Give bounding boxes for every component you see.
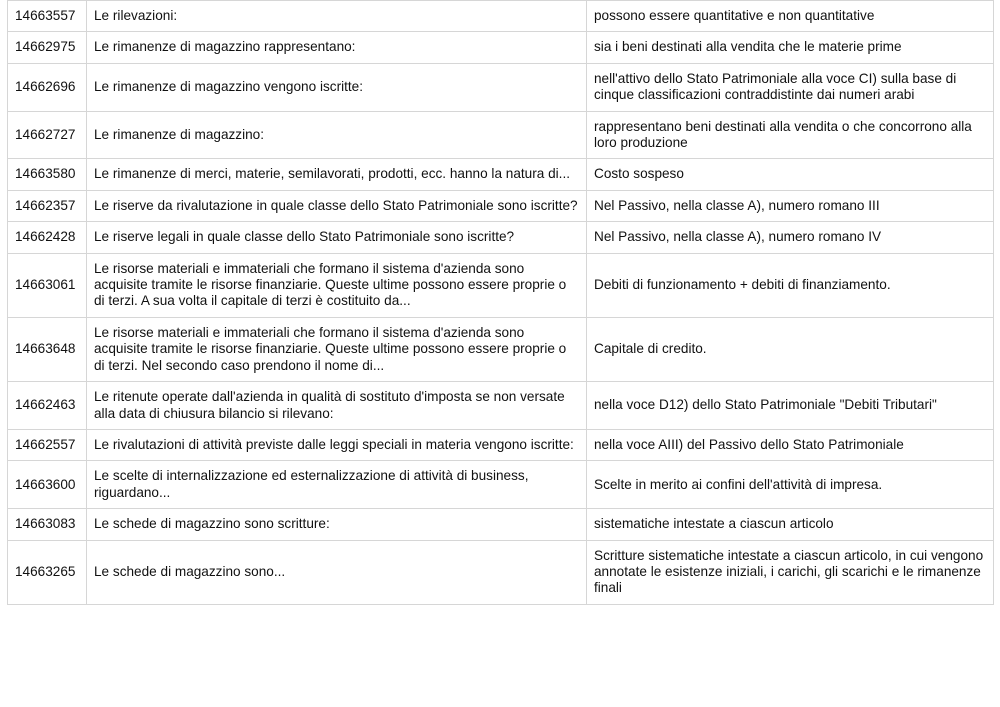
answer-cell: sia i beni destinati alla vendita che le materie prime <box>587 32 994 63</box>
question-id-cell: 14662428 <box>8 222 87 253</box>
answer-cell: Scritture sistematiche intestate a ciascun articolo, in cui vengono annotate le esistenze iniziali, i carichi, gli scarichi e le rimanenze finali <box>587 540 994 604</box>
table-row <box>8 509 994 540</box>
answer-cell: Debiti di funzionamento + debiti di finanziamento. <box>587 253 994 317</box>
question-cell: Le rimanenze di magazzino rappresentano: <box>87 32 587 63</box>
answer-cell: Nel Passivo, nella classe A), numero romano III <box>587 190 994 221</box>
question-cell: Le rivalutazioni di attività previste dalle leggi speciali in materia vengono iscritte: <box>87 429 587 460</box>
question-id-cell: 14663083 <box>8 509 87 540</box>
answer-cell: nella voce AIII) del Passivo dello Stato Patrimoniale <box>587 429 994 460</box>
question-cell: Le rimanenze di merci, materie, semilavorati, prodotti, ecc. hanno la natura di... <box>87 159 587 190</box>
question-cell: Le schede di magazzino sono scritture: <box>87 509 587 540</box>
question-cell: Le rimanenze di magazzino vengono iscritte: <box>87 63 587 111</box>
question-id-cell: 14663580 <box>8 159 87 190</box>
table-row <box>8 253 994 317</box>
answer-cell: nell'attivo dello Stato Patrimoniale alla voce CI) sulla base di cinque classificazioni contraddistinte dai numeri arabi <box>587 63 994 111</box>
qa-table <box>7 0 994 605</box>
question-id-cell: 14662557 <box>8 429 87 460</box>
question-id-cell: 14663061 <box>8 253 87 317</box>
question-cell: Le scelte di internalizzazione ed esternalizzazione di attività di business, riguardano... <box>87 461 587 509</box>
question-cell: Le risorse materiali e immateriali che formano il sistema d'azienda sono acquisite tramite le risorse finanziarie. Queste ultime possono essere proprie o di terzi. A sua volta il capitale di terzi è costituito da... <box>87 253 587 317</box>
table-row <box>8 32 994 63</box>
table-row <box>8 317 994 381</box>
table-row <box>8 1 994 32</box>
question-cell: Le riserve legali in quale classe dello Stato Patrimoniale sono iscritte? <box>87 222 587 253</box>
table-row <box>8 190 994 221</box>
table-row <box>8 429 994 460</box>
question-id-cell: 14663557 <box>8 1 87 32</box>
table-row <box>8 222 994 253</box>
question-id-cell: 14662463 <box>8 382 87 430</box>
question-id-cell: 14663600 <box>8 461 87 509</box>
question-cell: Le schede di magazzino sono... <box>87 540 587 604</box>
table-row <box>8 540 994 604</box>
question-cell: Le rilevazioni: <box>87 1 587 32</box>
qa-table-body <box>8 1 994 605</box>
answer-cell: Capitale di credito. <box>587 317 994 381</box>
answer-cell: Nel Passivo, nella classe A), numero romano IV <box>587 222 994 253</box>
table-row <box>8 159 994 190</box>
answer-cell: possono essere quantitative e non quantitative <box>587 1 994 32</box>
question-cell: Le risorse materiali e immateriali che formano il sistema d'azienda sono acquisite tramite le risorse finanziarie. Queste ultime possono essere proprie o di terzi. Nel secondo caso prendono il nome di... <box>87 317 587 381</box>
question-id-cell: 14662727 <box>8 111 87 159</box>
answer-cell: Costo sospeso <box>587 159 994 190</box>
question-id-cell: 14662357 <box>8 190 87 221</box>
answer-cell: nella voce D12) dello Stato Patrimoniale "Debiti Tributari" <box>587 382 994 430</box>
question-id-cell: 14663265 <box>8 540 87 604</box>
table-row <box>8 382 994 430</box>
question-cell: Le rimanenze di magazzino: <box>87 111 587 159</box>
question-id-cell: 14663648 <box>8 317 87 381</box>
question-cell: Le riserve da rivalutazione in quale classe dello Stato Patrimoniale sono iscritte? <box>87 190 587 221</box>
table-row <box>8 63 994 111</box>
answer-cell: sistematiche intestate a ciascun articolo <box>587 509 994 540</box>
question-cell: Le ritenute operate dall'azienda in qualità di sostituto d'imposta se non versate alla data di chiusura bilancio si rilevano: <box>87 382 587 430</box>
answer-cell: Scelte in merito ai confini dell'attività di impresa. <box>587 461 994 509</box>
table-row <box>8 111 994 159</box>
question-id-cell: 14662696 <box>8 63 87 111</box>
table-row <box>8 461 994 509</box>
answer-cell: rappresentano beni destinati alla vendita o che concorrono alla loro produzione <box>587 111 994 159</box>
question-id-cell: 14662975 <box>8 32 87 63</box>
